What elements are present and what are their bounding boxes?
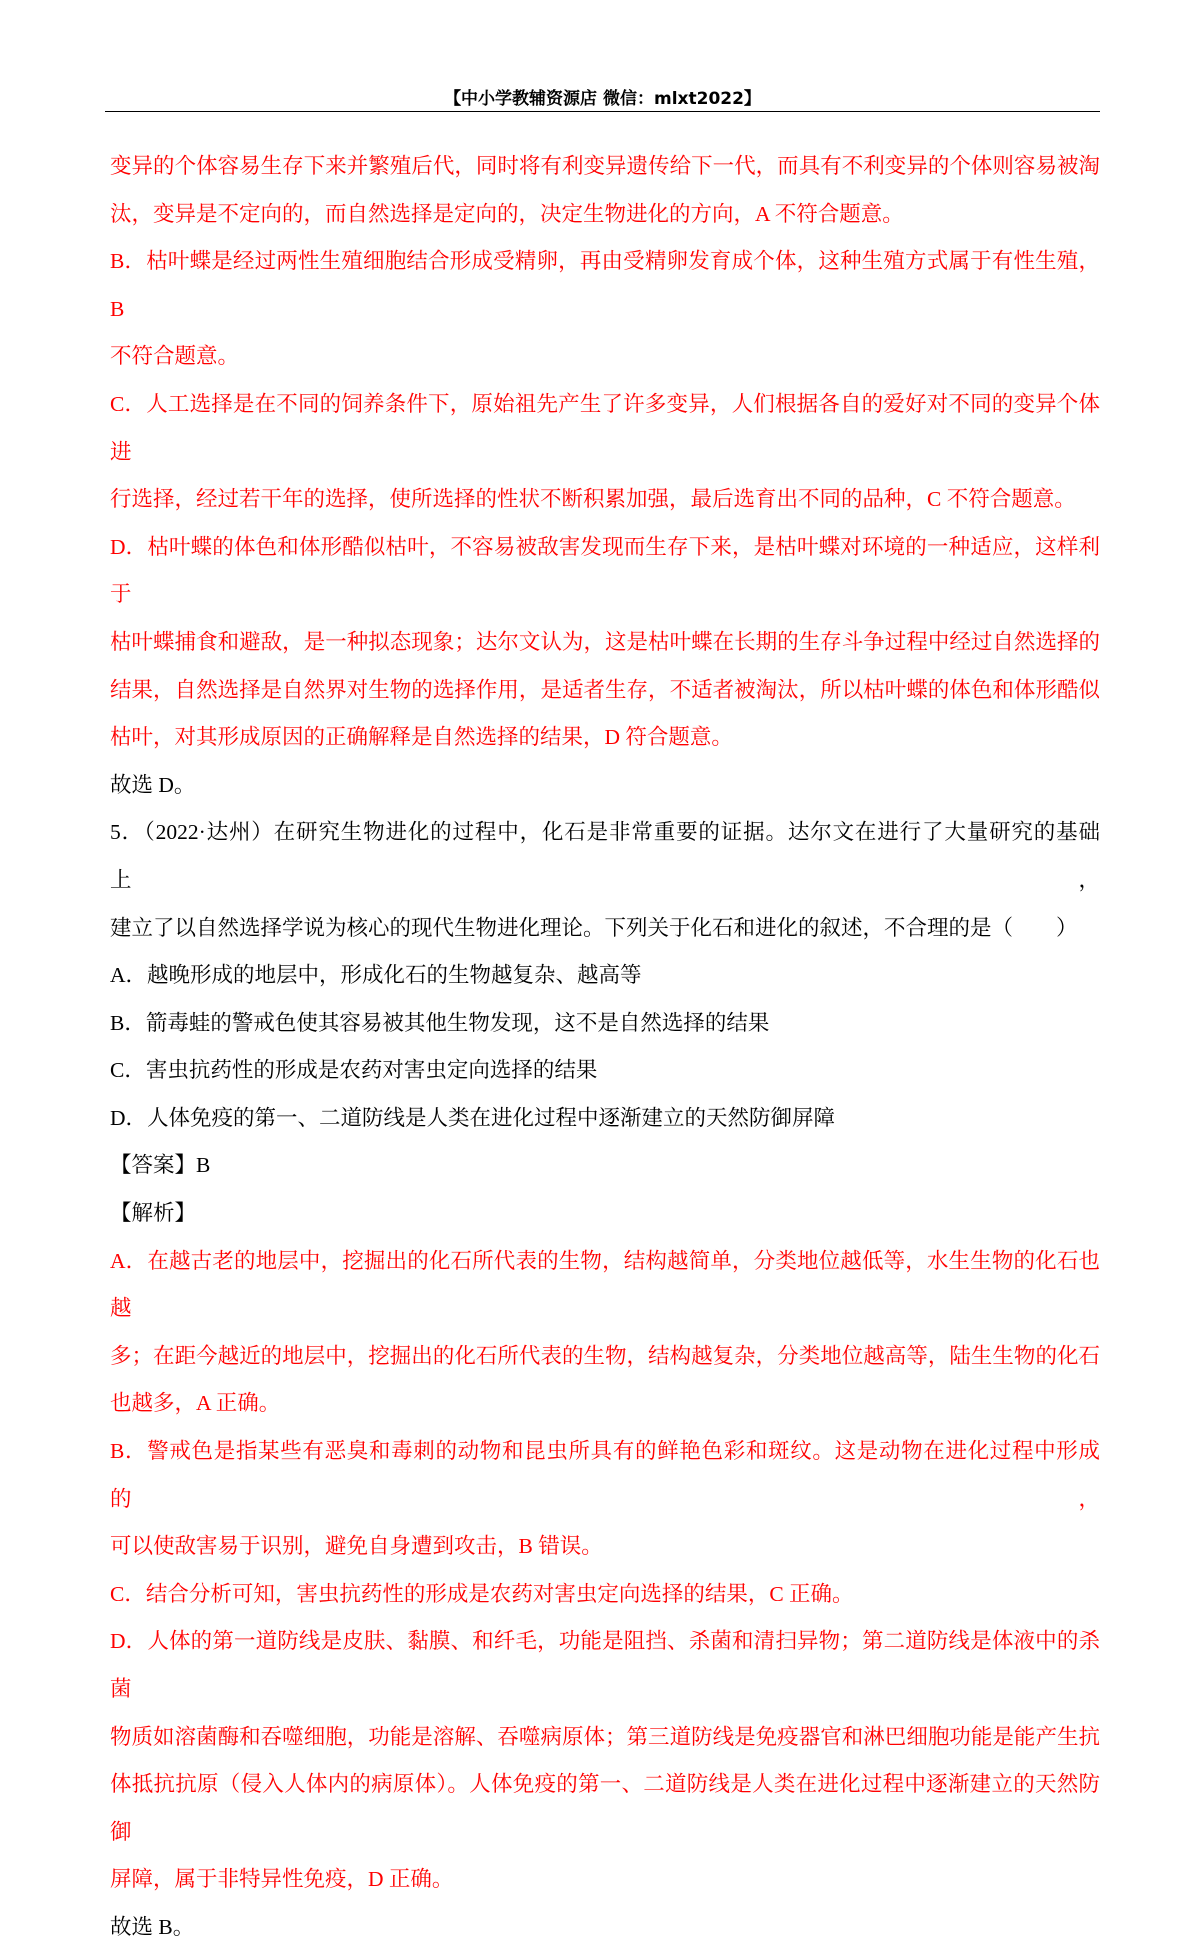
- header-divider: [105, 111, 1100, 112]
- prev-analysis-d-line-3: 结果，自然选择是自然界对生物的选择作用，是适者生存，不适者被淘汰，所以枯叶蝶的体色和体形酷似: [110, 677, 1100, 702]
- q5-analysis-b-line-1: B．警戒色是指某些有恶臭和毒刺的动物和昆虫所具有的鲜艳色彩和斑纹。这是动物在进化过程中形成的，: [110, 1439, 1100, 1511]
- question-5-stem-line-1: 5．（2022·达州）在研究生物进化的过程中，化石是非常重要的证据。达尔文在进行了大量研究的基础上，: [110, 820, 1100, 892]
- q5-analysis-d-line-2: 物质如溶菌酶和吞噬细胞，功能是溶解、吞噬病原体；第三道防线是免疫器官和淋巴细胞功能是能产生抗: [110, 1724, 1100, 1749]
- prev-analysis-a-line-2: 汰，变异是不定向的，而自然选择是定向的，决定生物进化的方向，A 不符合题意。: [110, 201, 904, 226]
- q5-analysis-d-line-3: 体抵抗抗原（侵入人体内的病原体）。人体免疫的第一、二道防线是人类在进化过程中逐渐建立的天然防御: [110, 1772, 1100, 1844]
- prev-analysis-b-line-1: B．枯叶蝶是经过两性生殖细胞结合形成受精卵，再由受精卵发育成个体，这种生殖方式属于有性生殖，B: [110, 249, 1100, 321]
- prev-conclusion: 故选 D。: [110, 772, 196, 797]
- question-5-option-a: A．越晚形成的地层中，形成化石的生物越复杂、越高等: [110, 963, 642, 988]
- q5-analysis-a-line-1: A．在越古老的地层中，挖掘出的化石所代表的生物，结构越简单，分类地位越低等，水生生物的化石也越: [110, 1248, 1100, 1321]
- question-5-answer: 【答案】B: [110, 1153, 211, 1178]
- q5-analysis-a-line-3: 也越多，A 正确。: [110, 1391, 281, 1416]
- question-5-analysis-label: 【解析】: [110, 1201, 197, 1226]
- prev-analysis-d-line-4: 枯叶，对其形成原因的正确解释是自然选择的结果，D 符合题意。: [110, 725, 733, 750]
- q5-analysis-a-line-2: 多；在距今越近的地层中，挖掘出的化石所代表的生物，结构越复杂，分类地位越高等，陆生生物的化石: [110, 1343, 1100, 1368]
- question-5-option-c: C．害虫抗药性的形成是农药对害虫定向选择的结果: [110, 1058, 598, 1083]
- question-5-conclusion: 故选 B。: [110, 1914, 195, 1939]
- prev-analysis-b-line-2: 不符合题意。: [110, 344, 240, 369]
- prev-analysis-c-line-1: C．人工选择是在不同的饲养条件下，原始祖先产生了许多变异，人们根据各自的爱好对不同的变异个体进: [110, 391, 1100, 464]
- page-content: [110, 143, 1100, 1952]
- prev-analysis-d-line-1: D．枯叶蝶的体色和体形酷似枯叶，不容易被敌害发现而生存下来，是枯叶蝶对环境的一种适应，这样利于: [110, 534, 1100, 607]
- question-5-option-b: B．箭毒蛙的警戒色使其容易被其他生物发现，这不是自然选择的结果: [110, 1010, 770, 1035]
- prev-analysis-a-line-1: 变异的个体容易生存下来并繁殖后代，同时将有利变异遗传给下一代，而具有不利变异的个体则容易被淘: [110, 154, 1100, 178]
- page-header: 【中小学教辅资源店 微信：mlxt2022】: [444, 89, 761, 109]
- q5-analysis-d-line-1: D．人体的第一道防线是皮肤、黏膜、和纤毛，功能是阻挡、杀菌和清扫异物；第二道防线是体液中的杀菌: [110, 1629, 1100, 1701]
- q5-analysis-d-line-4: 屏障，属于非特异性免疫，D 正确。: [110, 1867, 454, 1892]
- prev-analysis-c-line-2: 行选择，经过若干年的选择，使所选择的性状不断积累加强，最后选育出不同的品种，C 不符合题意。: [110, 487, 1076, 512]
- q5-analysis-c-line-1: C．结合分析可知，害虫抗药性的形成是农药对害虫定向选择的结果，C 正确。: [110, 1581, 854, 1606]
- question-5-stem-line-2: 建立了以自然选择学说为核心的现代生物进化理论。下列关于化石和进化的叙述，不合理的是（ ）: [110, 915, 1078, 940]
- q5-analysis-b-line-2: 可以使敌害易于识别，避免自身遭到攻击，B 错误。: [110, 1534, 603, 1559]
- question-5-option-d: D．人体免疫的第一、二道防线是人类在进化过程中逐渐建立的天然防御屏障: [110, 1105, 836, 1130]
- prev-analysis-d-line-2: 枯叶蝶捕食和避敌，是一种拟态现象；达尔文认为，这是枯叶蝶在长期的生存斗争过程中经过自然选择的: [110, 629, 1100, 654]
